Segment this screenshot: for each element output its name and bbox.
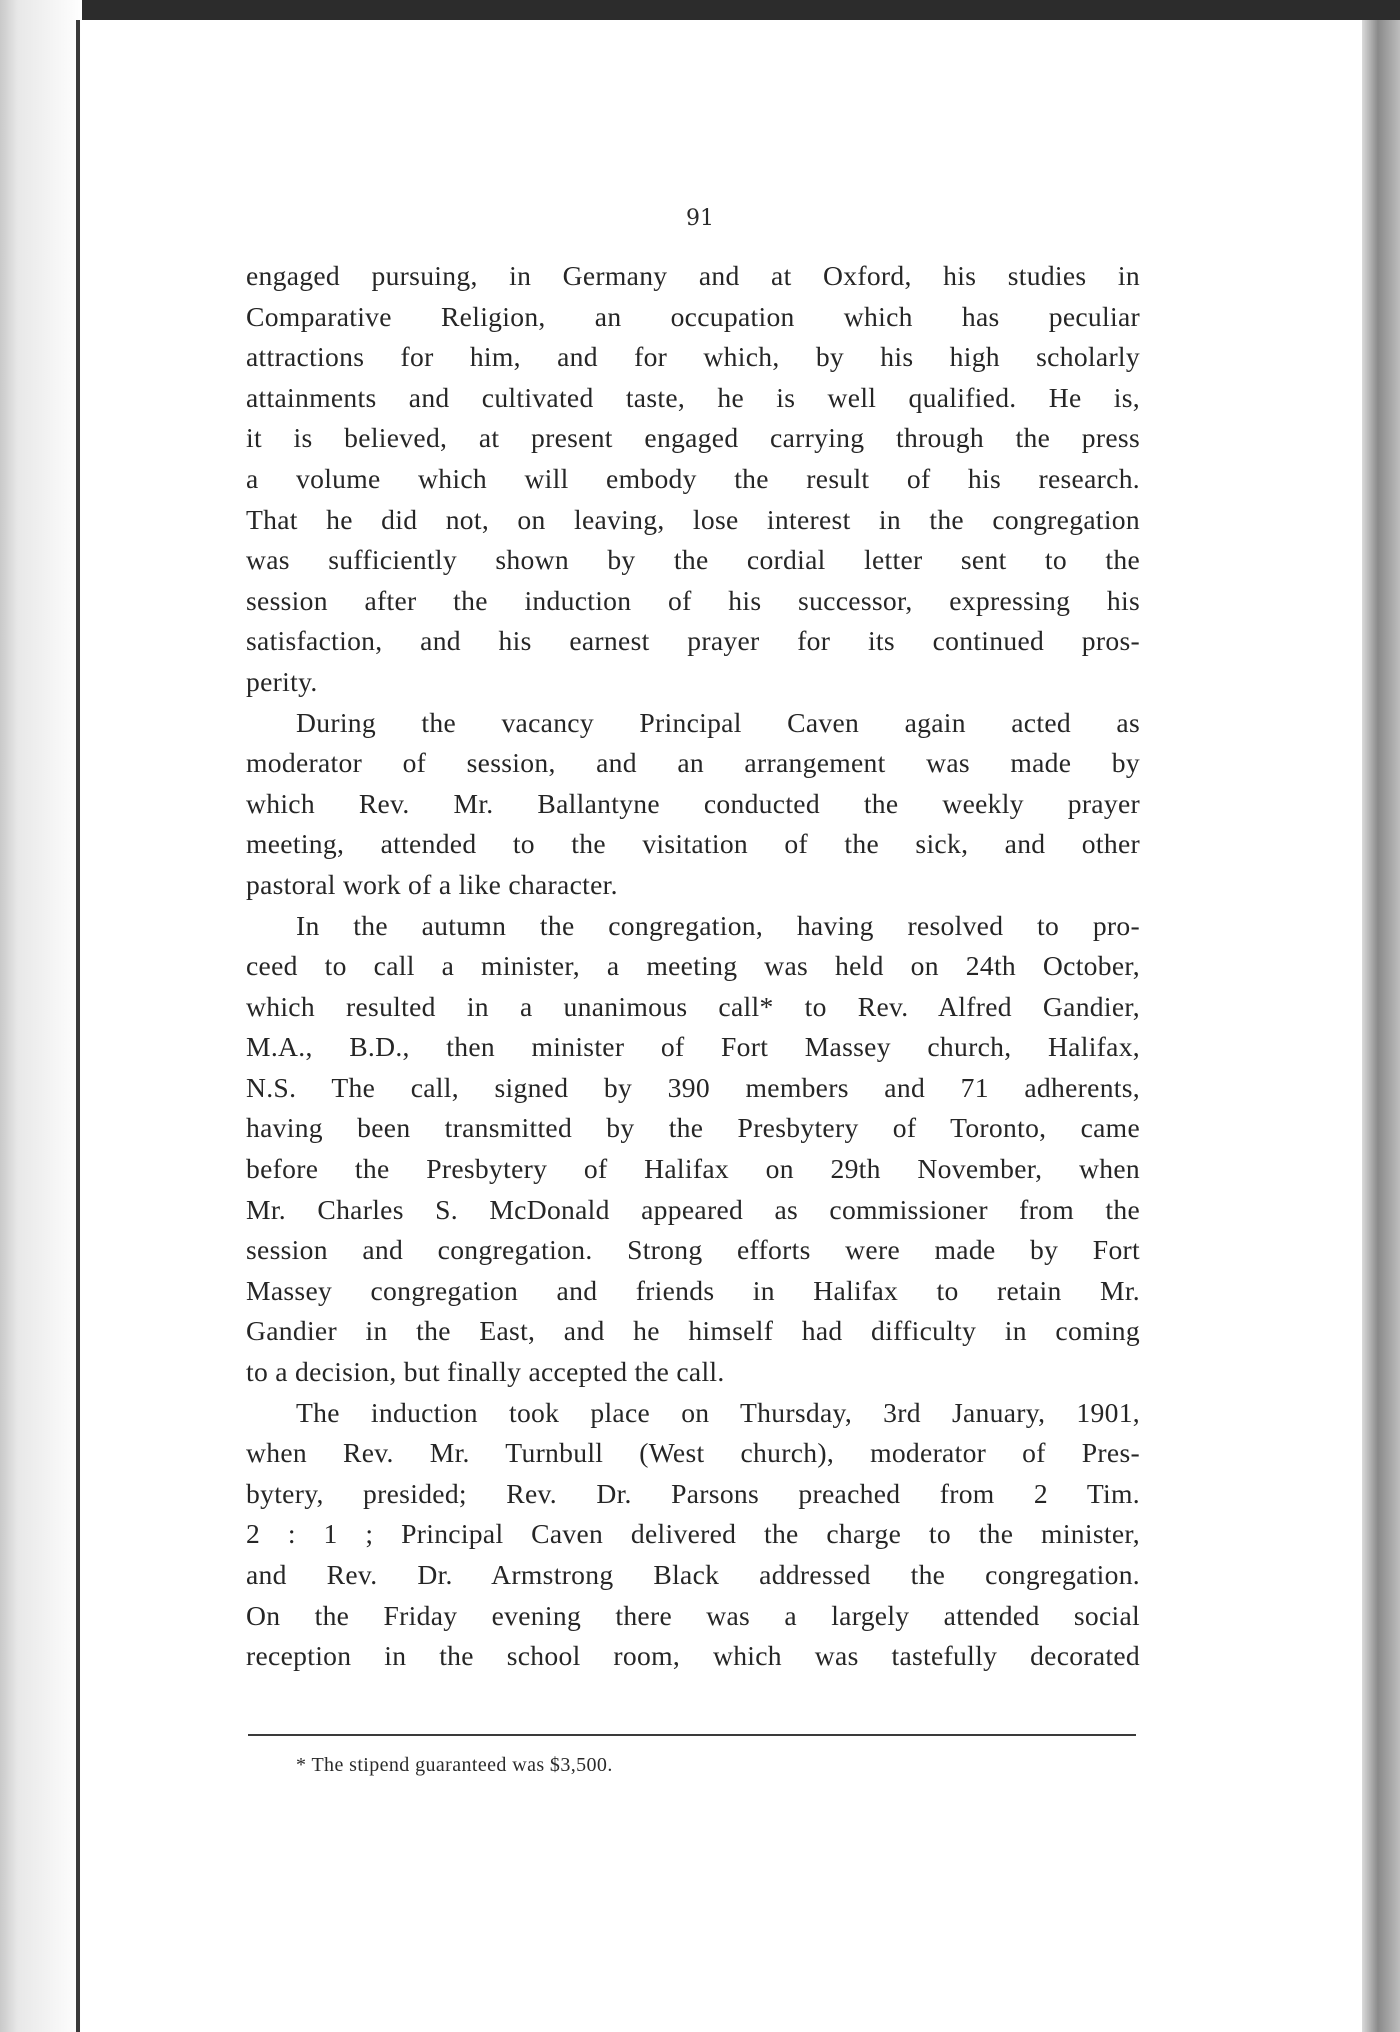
text-line: perity.	[246, 665, 318, 697]
text-line: pastoral work of a like character.	[246, 868, 618, 900]
text-line: During the vacancy Principal Caven again acted as	[296, 706, 1140, 738]
footnote: * The stipend guaranteed was $3,500.	[296, 1754, 613, 1776]
text-line: when Rev. Mr. Turnbull (West church), moderator of Pres-	[246, 1437, 1140, 1469]
text-line: Gandier in the East, and he himself had difficulty in coming	[246, 1315, 1140, 1347]
text-line: N.S. The call, signed by 390 members and 71 adherents,	[246, 1071, 1140, 1103]
text-line: Mr. Charles S. McDonald appeared as commissioner from the	[246, 1193, 1140, 1225]
text-line: which Rev. Mr. Ballantyne conducted the weekly prayer	[246, 787, 1140, 819]
body-text	[246, 256, 1140, 1677]
page-number: 91	[686, 206, 714, 231]
text-line: satisfaction, and his earnest prayer for its continued pros-	[246, 625, 1140, 657]
text-line: M.A., B.D., then minister of Fort Massey church, Halifax,	[246, 1031, 1140, 1063]
text-line: having been transmitted by the Presbytery of Toronto, came	[246, 1112, 1140, 1144]
text-line: attainments and cultivated taste, he is well qualified. He is,	[246, 381, 1140, 413]
page-right-edge	[1362, 20, 1400, 2032]
text-line: bytery, presided; Rev. Dr. Parsons preached from 2 Tim.	[246, 1477, 1140, 1509]
text-line: engaged pursuing, in Germany and at Oxford, his studies in	[246, 260, 1140, 291]
footnote-rule	[248, 1734, 1136, 1736]
scan-top-border	[0, 0, 1400, 20]
text-line: ceed to call a minister, a meeting was held on 24th October,	[246, 950, 1140, 982]
text-line: which resulted in a unanimous call* to Rev. Alfred Gandier,	[246, 990, 1140, 1022]
text-line: was sufficiently shown by the cordial letter sent to the	[246, 544, 1140, 576]
text-line: That he did not, on leaving, lose interest in the congregation	[246, 503, 1140, 535]
text-line: it is believed, at present engaged carrying through the press	[246, 422, 1140, 454]
text-line: before the Presbytery of Halifax on 29th November, when	[246, 1153, 1140, 1185]
text-line: and Rev. Dr. Armstrong Black addressed the congregation.	[246, 1559, 1140, 1590]
text-line: Massey congregation and friends in Halifax to retain Mr.	[246, 1274, 1140, 1306]
text-line: Comparative Religion, an occupation which has peculiar	[246, 300, 1140, 332]
text-line: On the Friday evening there was a largely attended social	[246, 1599, 1140, 1631]
text-line: moderator of session, and an arrangement was made by	[246, 747, 1140, 779]
text-line: 2 : 1 ; Principal Caven delivered the charge to the minister,	[246, 1518, 1140, 1550]
text-line: reception in the school room, which was tastefully decorated	[246, 1640, 1140, 1672]
text-line: session after the induction of his successor, expressing his	[246, 584, 1140, 616]
text-line: to a decision, but finally accepted the call.	[246, 1356, 725, 1388]
text-line: In the autumn the congregation, having resolved to pro-	[296, 909, 1140, 941]
text-line: a volume which will embody the result of his research.	[246, 462, 1140, 494]
text-line: attractions for him, and for which, by his high scholarly	[246, 341, 1140, 373]
text-line: The induction took place on Thursday, 3rd January, 1901,	[296, 1396, 1140, 1428]
text-line: meeting, attended to the visitation of the sick, and other	[246, 828, 1140, 860]
text-line: session and congregation. Strong efforts were made by Fort	[246, 1234, 1140, 1266]
book-gutter-shadow	[0, 0, 82, 2032]
page-edge-line	[76, 20, 80, 2032]
